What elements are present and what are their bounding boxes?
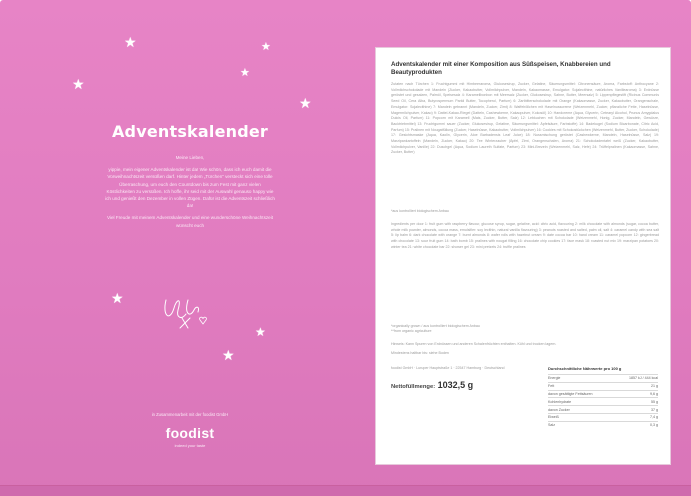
star-icon: ★: [299, 95, 312, 111]
net-weight-value: 1032,5 g: [437, 380, 474, 390]
star-icon: ★: [222, 347, 235, 363]
table-row: Kohlenhydrate 55 g: [548, 397, 658, 405]
signature-icon: [160, 288, 210, 332]
star-icon: ★: [261, 41, 271, 53]
letter-closing: Viel Freude mit meinem Adventskalender und eine wunderschöne Weihnachtszeit wünscht euch: [106, 215, 274, 228]
organic-note-english: *organically grown / aus kontrolliert biologischem Anbau **from organic agriculture: [391, 324, 480, 333]
table-row: Fett 21 g: [548, 382, 658, 390]
star-icon: ★: [124, 34, 137, 50]
table-row: Energie 1857 kJ / 444 kcal: [548, 374, 658, 382]
box-bottom-edge: [0, 485, 691, 496]
organic-note: *aus kontrolliert biologischem Anbau: [391, 209, 449, 213]
net-weight-label: Nettofüllmenge:: [391, 384, 436, 390]
collaboration-note: in Zusammenarbeit mit der foodist GmbH: [151, 412, 229, 417]
foodist-logo: foodist: [165, 425, 215, 441]
best-before: Mindestens haltbar bis: siehe Boden: [391, 351, 449, 355]
table-row: Salz 0,3 g: [548, 421, 658, 429]
net-weight: [391, 380, 473, 390]
info-panel: [375, 47, 671, 465]
ingredients-german: Zutaten nach Türchen 1: Fruchtgummi mit Himbeeraroma, Glukosesirup, Zucker, Gelatine, Säuerungsmittel: Citronensäure, Aroma, Farbstoff: Anthocyane 2: Vollmilchschokolade mit Mandeln (Zucker, Kakaobutter, Vollmilchpulver, Mandeln, Kakaomasse, Emulgator: Sojalecithine, natürliches Vanillearoma) 3: Erdnüsse geröstet und gesalzen, Palmöl, Speisesalz 4: Karamellbonbon mit Meersalz (Zucker, Glukosesirup, Sahne, Butter, Meersalz) 5: Lippenpflegestift (Ricinus Communis Seed Oil, Cera Alba, Butyrospermum Parkii Butter, Tocopherol, Parfum) 6: Zartbitterschokolade mit Orange (Kakaomasse, Zucker, Kakaobutter, Orangenschale, Emulgator: Sojalecithine) 7: Mandeln gebrannt (Mandeln, Zucker, Zimt) 8: Waffelröllchen mit Haselnusscreme (Weizenmehl, Zucker, pflanzliche Fette, Haselnüsse, Magermilchpulver, Kakao) 9: Dattel-Kakao-Riegel (Datteln, Cashewkerne, Kakaopulver, Kokosöl) 10: Handcreme (Aqua, Glycerin, Cetearyl Alcohol, Prunus Amygdalus Dulcis Oil, Parfum) 11: Popcorn mit Karamell (Mais, Zucker, Butter, Salz) 12: Lebkuchen mit Schokolade (Weizenmehl, Honig, Zucker, Mandeln, Gewürze, Backtriebmittel) 13: Fruchtgummi sauer (Zucker, Glukosesirup, Gelatine, Säuerungsmittel: Äpfelsäure, Farbstoffe) 14: Badekugel (Sodium Bicarbonate, Citric Acid, Parfum) 15: Pralinen mit Nougatfüllung (Zucker, Haselnüsse, Kakaobutter, Vollmilchpulver) 16: Cookies mit Schokostückchen (Weizenmehl, Butter, Zucker, Schokolade) 17: Gesichtsmaske (Aqua, Kaolin, Glycerin, Aloe Barbadensis Leaf Juice) 18: Nussmischung geröstet (Cashewkerne, Mandeln, Haselnüsse, Salz) 19: Marzipankartoffeln (Mandeln, Zucker, Kakao) 20: Tee Winterzauber (Äpfel, Zimt, Orangenschalen, Aroma) 21: Schokoladentafel weiß (Zucker, Kakaobutter, Vollmilchpulver, Vanille) 22: Duschgel (Aqua, Sodium Laureth Sulfate, Parfum) 23: Mini-Brezeln (Weizenmehl, Salz, Hefe) 24: Trüffelpralinen (Kakaomasse, Sahne, Zucker, Butter): [391, 82, 659, 155]
nutrition-table: [548, 366, 658, 428]
ingredients-english: Ingredients per door 1: fruit gum with raspberry flavour, glucose syrup, sugar, gelatine, acid: citric acid, flavouring 2: milk chocolate with almonds (sugar, cocoa butter, whole milk powder, almonds, cocoa mass, emulsifier: soy lecithin, natural vanilla flavouring) 3: peanuts roasted and salted, palm oil, salt 4: caramel candy with sea salt 5: lip balm 6: dark chocolate with orange 7: burnt almonds 8: wafer rolls with hazelnut cream 9: date cocoa bar 10: hand cream 11: caramel popcorn 12: gingerbread with chocolate 13: sour fruit gum 14: bath bomb 15: pralines with nougat filling 16: chocolate chip cookies 17: face mask 18: roasted nut mix 19: marzipan potatoes 20: winter tea 21: white chocolate bar 22: shower gel 23: mini pretzels 24: truffle pralines: [391, 222, 659, 249]
star-icon: ★: [255, 325, 266, 339]
foodist-slogan: indeed your taste: [174, 443, 206, 448]
letter-greeting: Meine Lieben,: [175, 155, 205, 160]
star-icon: ★: [240, 67, 250, 79]
star-icon: ★: [111, 290, 124, 306]
star-icon: ★: [72, 76, 85, 92]
letter-paragraph: yippie, mein eigener Adventskalender ist da! Wie schön, dass ich euch damit die Vorweihnachtszeit versüßen darf. Hinter jedem „Türchen“ versteckt sich eine tolle Überraschung, um euch den Countdown bis zum Fest mit ganz vielen Köstlichkeiten zu versüßen. Ich hoffe, ihr seid mit der Auswahl genauso happy wie ich und genießt den Dezember in vollen Zügen. Dafür ist die Adventszeit schließlich da!: [105, 167, 275, 209]
panel-title: Adventskalender mit einer Komposition aus Süßspeisen, Knabbereien und Beautyprodukten: [391, 61, 611, 76]
manufacturer-address: foodist GmbH · Luruper Hauptstraße 1 · 22547 Hamburg · Deutschland: [391, 366, 505, 370]
allergen-hint: Hinweis: Kann Spuren von Erdnüssen und anderen Schalenfrüchten enthalten. Kühl und trocken lagern.: [391, 342, 557, 346]
table-row: davon gesättigte Fettsäuren 9,6 g: [548, 390, 658, 398]
table-row: davon Zucker 37 g: [548, 405, 658, 413]
nutrition-title: Durchschnittliche Nährwerte pro 100 g: [548, 366, 622, 371]
table-row: Eiweiß 7,4 g: [548, 413, 658, 421]
calendar-title: Adventskalender: [111, 122, 269, 141]
greeting-letter: [105, 154, 275, 234]
